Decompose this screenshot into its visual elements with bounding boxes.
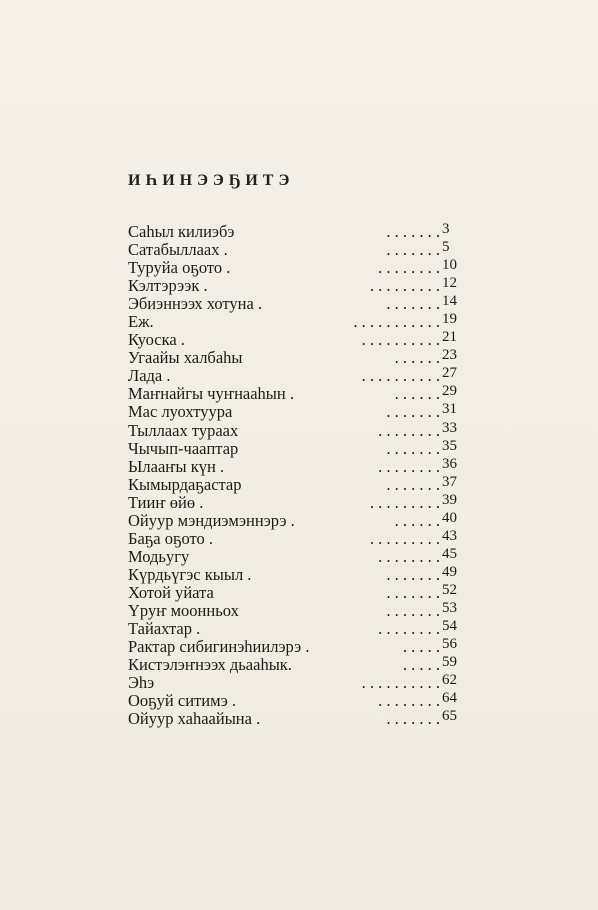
toc-leader-dots: . . . . . . . . (378, 420, 440, 440)
toc-leader-dots: . . . . . . (394, 348, 440, 368)
toc-entry-title: Кымырдаҕастар (128, 474, 242, 494)
toc-leader-dots: . . . . . . . (386, 240, 440, 260)
toc-page-number: 35 (442, 437, 457, 454)
contents-heading: ИҺИНЭЭҔИТЭ (128, 172, 295, 189)
toc-entry (128, 620, 470, 638)
toc-entry (128, 581, 470, 602)
toc-entry (128, 349, 470, 367)
toc-entry-title: Үруҥ моонньох (128, 600, 239, 620)
toc-page-number: 54 (442, 618, 457, 635)
toc-page-number: 37 (442, 473, 457, 490)
toc-page-number: 14 (442, 293, 457, 310)
toc-entry-title: Кистэлэҥнээх дьааһык. (128, 655, 292, 675)
toc-leader-dots: . . . . . . . . . (369, 276, 440, 296)
toc-page-number: 10 (442, 257, 457, 274)
toc-page-number: 23 (442, 347, 457, 364)
toc-entry-title: Ойуур мэндиэмэннэрэ . (128, 510, 295, 530)
toc-leader-dots: . . . . . . . . (378, 619, 440, 639)
toc-entry-title: Баҕа оҕото . (128, 528, 214, 548)
toc-leader-dots: . . . . . (402, 655, 440, 675)
toc-leader-dots: . . . . . . . (386, 564, 440, 584)
toc-entry-title: Куоска . (128, 330, 185, 350)
toc-page-number: 65 (442, 708, 457, 725)
toc-page-number: 62 (442, 672, 457, 689)
toc-leader-dots: . . . . . . . . . . (361, 366, 440, 386)
toc-entry-title: Саһыл килиэбэ (128, 222, 235, 241)
toc-entry-title: Чычып-чаaптар (128, 438, 239, 458)
toc-entry-title: Кэлтэрээк . (128, 276, 208, 296)
toc-entry-title: Лада . (128, 366, 171, 386)
toc-entry (128, 259, 470, 277)
toc-entry (128, 545, 470, 566)
toc-leader-dots: . . . . . . . . . (369, 492, 440, 512)
toc-leader-dots: . . . . . . . (386, 474, 440, 494)
toc-entry (128, 403, 470, 421)
toc-entry (128, 527, 470, 548)
toc-page-number: 21 (442, 329, 457, 346)
toc-page-number: 5 (442, 239, 450, 256)
toc-leader-dots: . . . . . . . (386, 582, 440, 602)
toc-entry-title: Эбиэннээх хотуна . (128, 294, 263, 314)
toc-page-number: 59 (442, 654, 457, 671)
toc-entry (128, 367, 470, 385)
toc-leader-dots: . . . . . . . . . (369, 528, 440, 548)
toc-entry-title: Тыллаах тураах (128, 420, 239, 440)
toc-entry (128, 710, 470, 728)
toc-entry (128, 509, 470, 530)
toc-leader-dots: . . . . . . . . (378, 258, 440, 278)
toc-entry-title: Рактар сибигинэһиилэрэ . (128, 637, 310, 657)
toc-leader-dots: . . . . . . . (386, 402, 440, 422)
toc-entry-title: Мас луохтуура (128, 402, 233, 422)
toc-entry (128, 419, 470, 440)
toc-entry (128, 491, 470, 512)
toc-leader-dots: . . . . . . . (386, 600, 440, 620)
toc-entry (128, 331, 470, 349)
toc-entry-title: Ылааҥы күн . (128, 456, 225, 476)
toc-leader-dots: . . . . . . . . . . (361, 673, 440, 693)
toc-entry-title: Еж. (128, 312, 154, 332)
toc-entry (128, 563, 470, 584)
toc-entry (128, 599, 470, 620)
toc-page-number: 31 (442, 401, 457, 418)
toc-leader-dots: . . . . . . . . . . (361, 330, 440, 350)
toc-entry-title: Сатабыллаах . (128, 240, 228, 260)
table-of-contents (128, 223, 470, 728)
toc-entry (128, 656, 470, 674)
toc-leader-dots: . . . . . . . . (378, 691, 440, 711)
toc-entry-title: Хотой уйата (128, 582, 214, 602)
toc-entry (128, 437, 470, 458)
toc-page-number: 3 (442, 221, 450, 237)
toc-leader-dots: . . . . . . . (386, 294, 440, 314)
toc-entry (128, 313, 470, 331)
toc-leader-dots: . . . . . . . (386, 438, 440, 458)
toc-page-number: 36 (442, 455, 457, 472)
toc-entry (128, 692, 470, 710)
toc-page-number: 33 (442, 419, 457, 436)
toc-entry-title: Тайахтар . (128, 619, 201, 639)
toc-leader-dots: . . . . . . . . (378, 546, 440, 566)
toc-leader-dots: . . . . . . . . (378, 456, 440, 476)
toc-leader-dots: . . . . . . . . . . . (353, 312, 440, 332)
toc-page-number: 29 (442, 383, 457, 400)
toc-entry-title: Туруйа оҕото . (128, 258, 231, 278)
toc-page-number: 49 (442, 563, 457, 580)
toc-entry-title: Маҥнайгы чуҥнааһын . (128, 384, 294, 404)
toc-page-number: 40 (442, 509, 457, 526)
toc-entry-title: Тииҥ өйө . (128, 492, 204, 512)
toc-page-number: 53 (442, 599, 457, 616)
toc-entry (128, 223, 470, 241)
toc-page-number: 43 (442, 527, 457, 544)
toc-entry-title: Модьугу (128, 546, 190, 566)
toc-leader-dots: . . . . . . (394, 510, 440, 530)
toc-entry (128, 638, 470, 656)
toc-page-number: 19 (442, 311, 457, 328)
toc-entry (128, 277, 470, 295)
toc-entry (128, 385, 470, 403)
toc-entry (128, 455, 470, 476)
toc-entry-title: Ойуур хаһаайына . (128, 709, 261, 729)
toc-entry-title: Эһэ (128, 673, 155, 693)
toc-leader-dots: . . . . . . . (386, 222, 440, 241)
toc-page-number: 12 (442, 275, 457, 292)
toc-entry (128, 241, 470, 259)
toc-leader-dots: . . . . . . . (386, 709, 440, 729)
toc-leader-dots: . . . . . (402, 637, 440, 657)
toc-page-number: 27 (442, 365, 457, 382)
toc-entry-title: Угаайы халбаһы (128, 348, 243, 368)
toc-entry-title: Күрдьүгэс кыыл . (128, 564, 252, 584)
toc-entry-title: Ооҕуй ситимэ . (128, 691, 237, 711)
toc-entry (128, 473, 470, 494)
toc-page-number: 45 (442, 545, 457, 562)
toc-page-number: 56 (442, 636, 457, 653)
toc-leader-dots: . . . . . . (394, 384, 440, 404)
toc-page-number: 64 (442, 690, 457, 707)
toc-entry (128, 295, 470, 313)
toc-entry (128, 674, 470, 692)
toc-page-number: 39 (442, 491, 457, 508)
toc-page-number: 52 (442, 581, 457, 598)
